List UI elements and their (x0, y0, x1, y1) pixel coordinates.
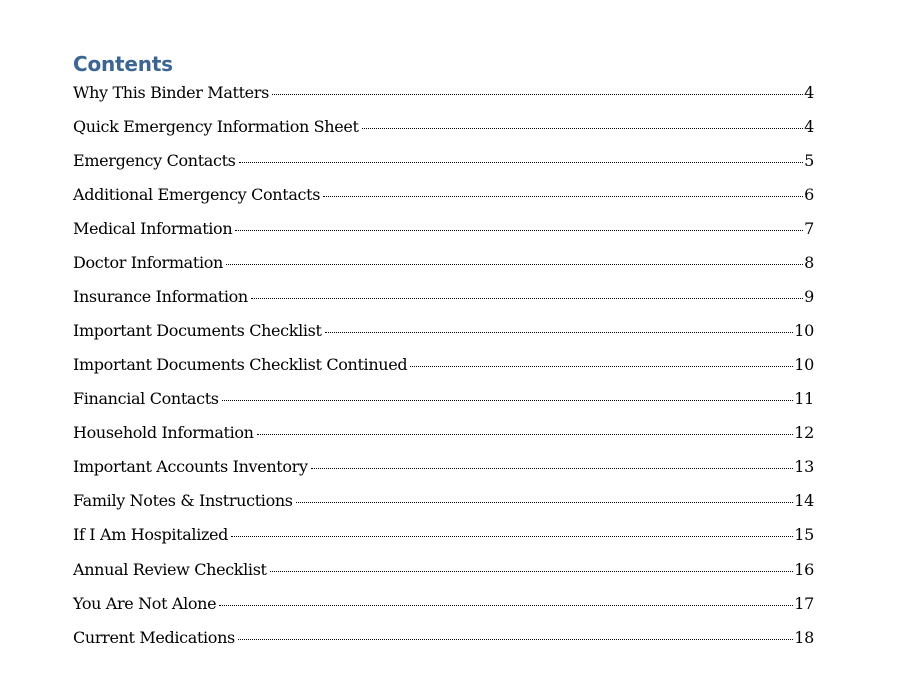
toc-entry-page-number: 11 (794, 389, 814, 408)
toc-entry-label: Additional Emergency Contacts (73, 185, 321, 204)
toc-entry-label: Why This Binder Matters (73, 83, 269, 102)
toc-dot-leader (311, 468, 794, 469)
toc-dot-leader (296, 502, 794, 503)
toc-entry-label: Important Accounts Inventory (73, 457, 308, 476)
toc-dot-leader (226, 264, 803, 265)
toc-entry[interactable] (73, 321, 814, 355)
toc-entry-page-number: 6 (804, 185, 814, 204)
toc-entry[interactable] (73, 253, 814, 287)
toc-entry[interactable] (73, 355, 814, 389)
toc-entry-page-number: 9 (804, 287, 814, 306)
toc-dot-leader (362, 128, 804, 129)
toc-dot-leader (323, 196, 803, 197)
toc-entry-page-number: 15 (794, 525, 814, 545)
toc-entry-label: Current Medications (73, 628, 235, 648)
toc-entry-page-number: 18 (794, 628, 814, 648)
toc-dot-leader (325, 332, 794, 333)
toc-entry-page-number: 13 (794, 457, 814, 476)
toc-dot-leader (257, 434, 794, 435)
toc-entry-page-number: 16 (794, 559, 814, 579)
toc-entry[interactable] (73, 423, 814, 457)
toc-entry-label: You Are Not Alone (73, 593, 217, 613)
toc-entry-page-number: 8 (804, 253, 814, 272)
toc-entry[interactable] (73, 185, 814, 219)
toc-entry[interactable] (73, 491, 814, 525)
toc-entry-label: Important Documents Checklist Continued (73, 355, 408, 374)
toc-entry[interactable] (73, 287, 814, 321)
toc-entry-label: Emergency Contacts (73, 151, 236, 170)
toc-dot-leader (270, 571, 794, 572)
toc-entry[interactable] (73, 117, 814, 151)
toc-entry-label: Annual Review Checklist (73, 559, 267, 579)
toc-entry-page-number: 12 (794, 423, 814, 442)
toc-entry-page-number: 7 (804, 219, 814, 238)
toc-entry-page-number: 10 (794, 321, 814, 340)
toc-entry-page-number: 4 (804, 117, 814, 136)
toc-dot-leader (238, 639, 793, 640)
toc-entry[interactable] (73, 628, 814, 662)
toc-entry-page-number: 10 (794, 355, 814, 374)
toc-entry-page-number: 4 (804, 83, 814, 102)
toc-entry[interactable] (73, 151, 814, 185)
toc-dot-leader (410, 366, 793, 367)
toc-entry-label: Financial Contacts (73, 389, 219, 408)
toc-entry[interactable] (73, 389, 814, 423)
toc-entry-label: Medical Information (73, 219, 233, 238)
toc-entry-label: If I Am Hospitalized (73, 525, 229, 545)
toc-entry-page-number: 17 (794, 593, 814, 613)
toc-dot-leader (231, 536, 793, 537)
toc-dot-leader (239, 162, 804, 163)
toc-dot-leader (272, 94, 803, 95)
toc-entry-label: Insurance Information (73, 287, 248, 306)
toc-entry-label: Doctor Information (73, 253, 223, 272)
toc-dot-leader (219, 605, 793, 606)
toc-heading: Contents (73, 52, 173, 76)
toc-entry-page-number: 14 (794, 491, 814, 510)
toc-entry-page-number: 5 (804, 151, 814, 170)
toc-entry[interactable] (73, 83, 814, 117)
toc-entry-label: Quick Emergency Information Sheet (73, 117, 359, 136)
toc-entry-label: Family Notes & Instructions (73, 491, 293, 510)
toc-entry[interactable] (73, 525, 814, 559)
toc-entry[interactable] (73, 560, 814, 594)
toc-entry-label: Household Information (73, 423, 254, 442)
toc-entry[interactable] (73, 594, 814, 628)
toc-dot-leader (222, 400, 794, 401)
toc-dot-leader (235, 230, 803, 231)
toc-dot-leader (251, 298, 803, 299)
table-of-contents (73, 83, 814, 662)
toc-entry-label: Important Documents Checklist (73, 321, 322, 340)
toc-entry[interactable] (73, 219, 814, 253)
toc-entry[interactable] (73, 457, 814, 491)
